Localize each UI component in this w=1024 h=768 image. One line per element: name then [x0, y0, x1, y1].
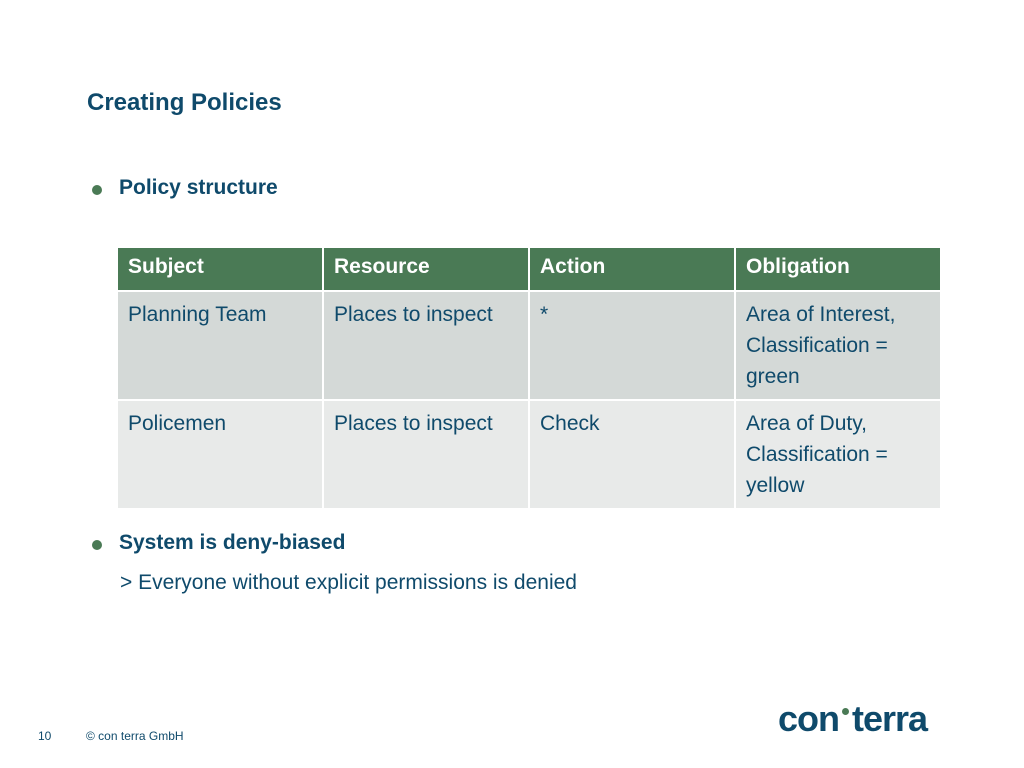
logo-text-right: terra	[852, 698, 928, 739]
logo-text-left: con	[778, 698, 840, 739]
header-subject: Subject	[117, 247, 323, 291]
bullet-text: System is deny-biased	[119, 531, 346, 554]
table-cell: *	[529, 291, 735, 400]
bullet-policy-structure	[92, 176, 392, 206]
bullet-dot-icon	[92, 540, 102, 550]
table-cell: Check	[529, 400, 735, 509]
table-cell: Places to inspect	[323, 291, 529, 400]
copyright: © con terra GmbH	[86, 729, 184, 743]
conterra-logo	[778, 698, 927, 740]
logo-dot-icon	[842, 708, 849, 715]
table-cell: Planning Team	[117, 291, 323, 400]
header-resource: Resource	[323, 247, 529, 291]
policy-table	[116, 246, 942, 510]
header-action: Action	[529, 247, 735, 291]
bullet-dot-icon	[92, 185, 102, 195]
table-cell: Area of Interest, Classification = green	[735, 291, 941, 400]
header-obligation: Obligation	[735, 247, 941, 291]
table-header-row	[117, 247, 941, 291]
bullet-deny-biased	[92, 531, 392, 561]
table-cell: Policemen	[117, 400, 323, 509]
table-row	[117, 400, 941, 509]
table-cell: Area of Duty, Classification = yellow	[735, 400, 941, 509]
bullet-text: Policy structure	[119, 176, 278, 199]
page-number: 10	[38, 729, 52, 743]
slide-title: Creating Policies	[87, 89, 282, 116]
table-cell: Places to inspect	[323, 400, 529, 509]
table-row	[117, 291, 941, 400]
bullet-subtext: > Everyone without explicit permissions is denied	[120, 571, 577, 594]
